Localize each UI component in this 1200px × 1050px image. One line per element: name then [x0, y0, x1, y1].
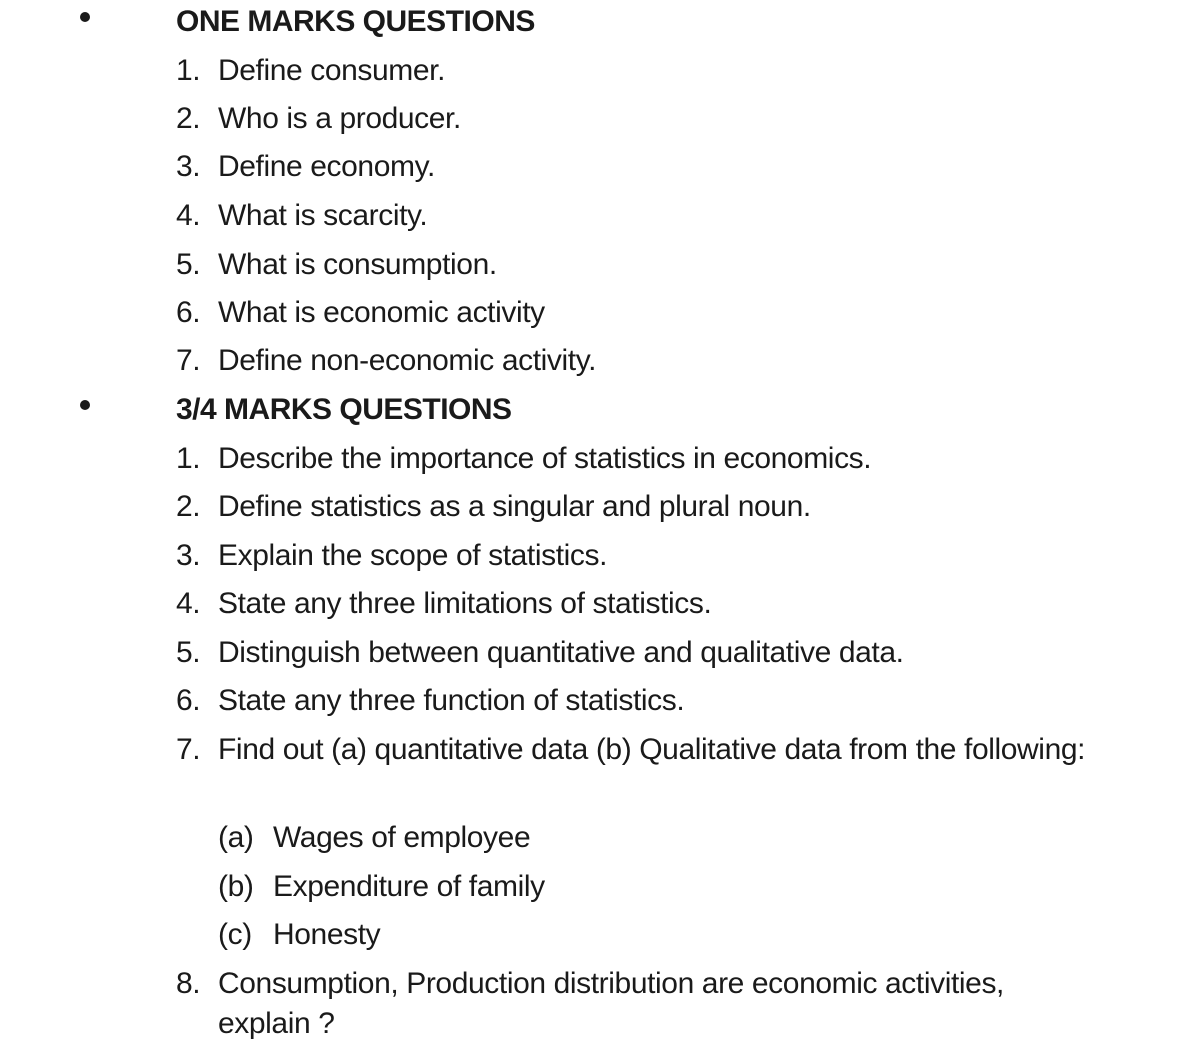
sub-item-label: (c): [218, 918, 252, 951]
sub-item-label: (b): [218, 870, 254, 903]
question-text: Define statistics as a singular and plural noun.: [218, 490, 811, 523]
question-number: 1.: [176, 54, 201, 87]
question-number: 8.: [176, 967, 201, 1000]
sub-item-text: Wages of employee: [273, 821, 531, 854]
question-text: Consumption, Production distribution are economic activities, explain ?: [218, 967, 1004, 1040]
sub-item-text: Honesty: [273, 918, 381, 951]
question-number: 6.: [176, 296, 201, 329]
question-number: 1.: [176, 442, 201, 475]
question-number: 4.: [176, 587, 201, 620]
question-item: [176, 147, 1086, 187]
question-number: 2.: [176, 490, 201, 523]
question-item: [176, 51, 1086, 91]
section-heading: 3/4 MARKS QUESTIONS: [176, 393, 512, 426]
question-text: Explain the scope of statistics.: [218, 539, 608, 572]
question-number: 5.: [176, 636, 201, 669]
question-text: Define consumer.: [218, 54, 446, 87]
question-number: 2.: [176, 102, 201, 135]
sub-item-label: (a): [218, 821, 254, 854]
question-number: 7.: [176, 733, 201, 766]
question-number: 3.: [176, 150, 201, 183]
section-one-marks: [0, 2, 1200, 42]
question-text: What is consumption.: [218, 248, 497, 281]
section-heading: ONE MARKS QUESTIONS: [176, 5, 535, 38]
bullet-icon: [80, 400, 90, 410]
sub-item-text: Expenditure of family: [273, 870, 545, 903]
question-item: [176, 341, 1086, 381]
question-item: [176, 245, 1086, 285]
question-text: Who is a producer.: [218, 102, 461, 135]
question-item: [176, 584, 1086, 624]
question-text: Distinguish between quantitative and qualitative data.: [218, 636, 904, 669]
question-text: Define non-economic activity.: [218, 344, 597, 377]
question-item: [176, 487, 1086, 527]
question-item: [176, 730, 1086, 770]
question-number: 3.: [176, 539, 201, 572]
question-text: What is scarcity.: [218, 199, 428, 232]
section-three-four-marks: [0, 390, 1200, 430]
question-item: [176, 681, 1086, 721]
question-text: Find out (a) quantitative data (b) Qualitative data from the following:: [218, 733, 1086, 766]
question-item: [176, 439, 1086, 479]
question-text: State any three function of statistics.: [218, 684, 685, 717]
question-text: State any three limitations of statistics.: [218, 587, 712, 620]
sub-item: [218, 915, 380, 955]
question-item: [176, 196, 1086, 236]
question-text: Describe the importance of statistics in economics.: [218, 442, 872, 475]
question-item: [176, 633, 1086, 673]
bullet-icon: [80, 12, 90, 22]
question-number: 4.: [176, 199, 201, 232]
question-item: [176, 964, 1086, 1044]
question-text: Define economy.: [218, 150, 435, 183]
question-number: 5.: [176, 248, 201, 281]
question-item: [176, 99, 1086, 139]
question-item: [176, 536, 1086, 576]
question-item: [176, 293, 1086, 333]
question-number: 7.: [176, 344, 201, 377]
sub-item: [218, 867, 545, 907]
sub-item: [218, 818, 530, 858]
question-number: 6.: [176, 684, 201, 717]
question-text: What is economic activity: [218, 296, 545, 329]
